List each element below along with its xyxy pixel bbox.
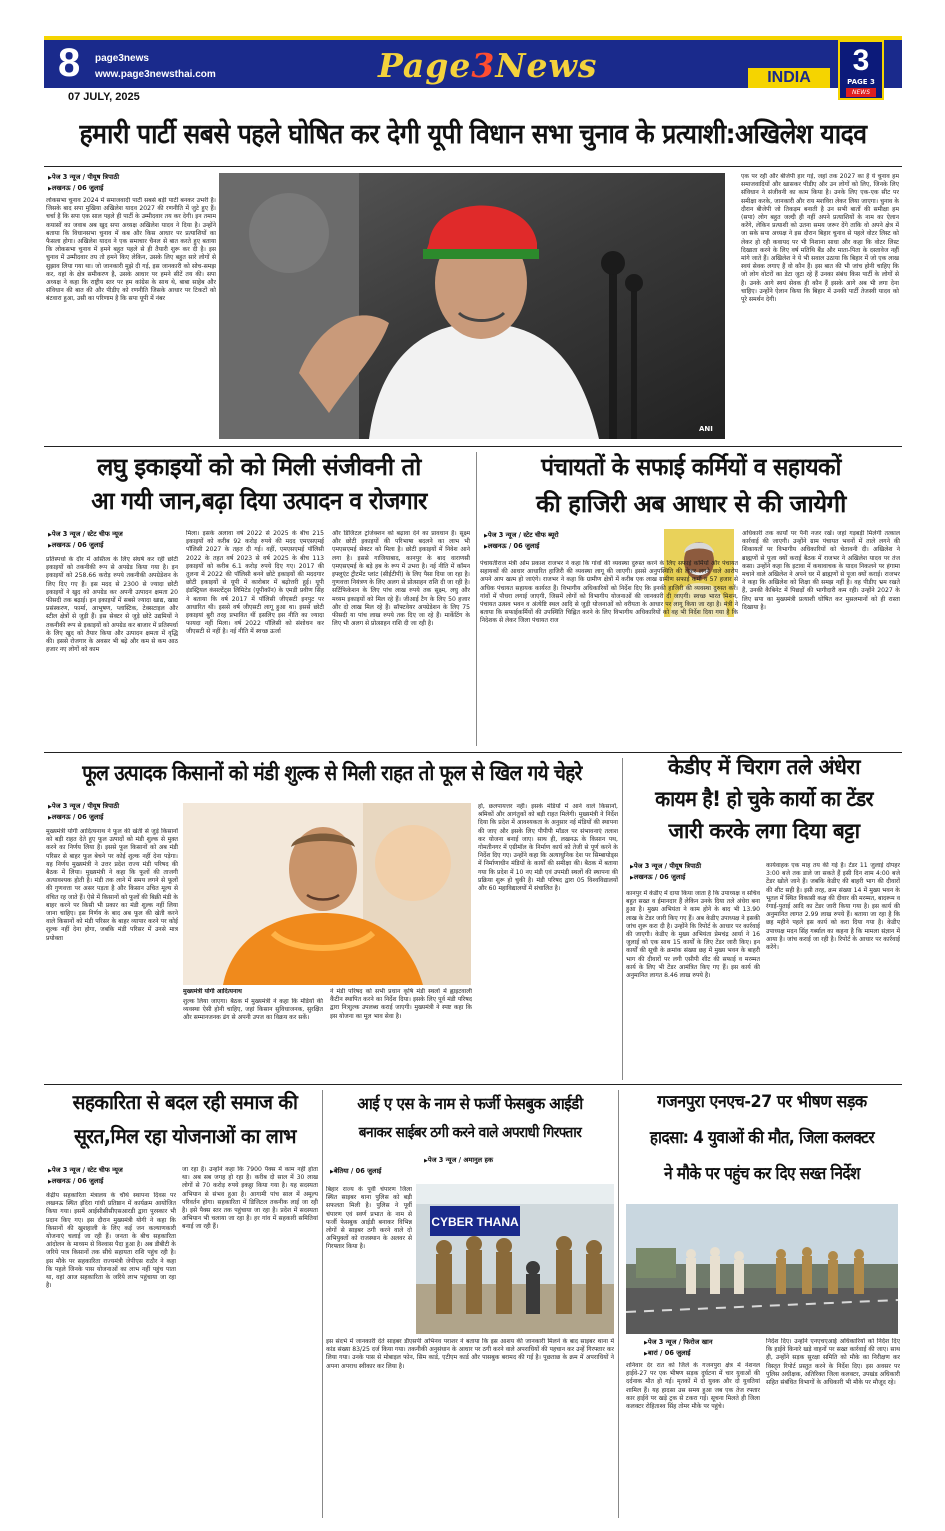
accident-site-illustration bbox=[626, 1204, 898, 1334]
cyber-thana-sign-text: CYBER THANA bbox=[431, 1215, 519, 1229]
story7-headline-line2: बनाकर साईबर ठगी करने वाले अपराधी गिरफ्तार bbox=[358, 1125, 582, 1141]
section-divider-2 bbox=[44, 752, 902, 753]
section-vertical-divider-4 bbox=[618, 1090, 619, 1518]
logo-word-page: Page bbox=[378, 46, 472, 85]
story1-col2: एक पर रही और बीजेपी हार गई, जहां तक 2027 का है ये चुनाव हम समाजवादियों और खासकर पीडीए और उन लोगों को लिए, जिनके लिए संविधान ने संजीवनी का काम किया है। उनके लिए एक-एक सीट पर समीक्षा करके, जानकारी और राय मशविरा लेकर लिया जाएगा। चुनाव के दौरान बीजेपी जो तिकड़म बनाती है उन सभी बातों की समीक्षा हम (सपा) लोग बहुत जल्दी ही नहीं अपने प्रत्याशियों के नाम का ऐलान करेंगे, लेकिन प्रत्याशी को उतना समय जरूर देंगे ताकि वो अपने क्षेत्र में जा सके सपा अध्यक्ष ने इस दौरान बिहार चुनाव से पहले वोटर लिस्ट को लेकर हो रही कवायद पर भी निशाना साधा और कहा कि वोटर लिस्ट दिखाता करने के लिए वर्ष मतिथि बैंड और माता-पिता के दस्तावेज नहीं मांगे जाते हैं। अखिलेश ने ये भी सवाल उठाया कि बिहार में जो एक लाख स्वयं सेवक लगाए हैं वो कौन हैं। इस बात की भी जांच होनी चाहिए कि जो लोग वोटरों का डेटा जुटा रहे हैं उनका संबंध किस पार्टी के लोगों से है। उनके आगे स्वयं सेवक ही कौन हैं इसके आगे अब भी लगा देना चाहिए। उन्होंने ऐलान किया कि बिहार में उनकी पार्टी तेजस्वी यादव को पूरे समर्थन देगी। bbox=[741, 173, 899, 304]
story4-photo-yogi bbox=[183, 803, 471, 985]
story1-divider bbox=[44, 166, 902, 167]
story7-col1: बिहार राज्य के पूर्वी चंपारण जिला स्थित साइबर थाना पुलिस को बड़ी सफलता मिली है। पुलिस ने पूर्वी चंपारण एवं स्वर्ण प्रभात के नाम से फर्जी फेसबुक आईडी बनाकर विभिन्न लोगों से साइबर ठगी करने वाले दो अभियुक्तों को राजस्थान के अलवर से गिरफ्तार किया है। bbox=[326, 1186, 412, 1251]
story4-photo-caption: मुख्यमंत्री योगी आदित्यनाथ bbox=[183, 988, 242, 995]
story5-author: ▶ पेज 3 न्यूज / पीयूष त्रिपाठी bbox=[630, 862, 780, 873]
story6-byline bbox=[48, 1166, 198, 1187]
story5-dateline: ▶ लखनऊ / 06 जुलाई bbox=[630, 873, 780, 884]
masthead-top-stripe bbox=[44, 36, 902, 40]
story8-headline-line3: ने मौके पर पहुंच कर दिए सख्त निर्देश bbox=[664, 1164, 860, 1184]
story3-col1: पंचायतीराज मंत्री ओम प्रकाश राजभर ने कहा कि गांवों की व्यवस्था दुरुस्त करने के लिए सफाई कर्मियों और पंचायत सहायकों की आधार आधारित हाजिरी की व्यवस्था लागू की जाएगी। इससे अनुपस्थिति की लेकर लगने वाले आरोप अपने आप खत्म हो जाएंगे। राजभर ने कहा कि ग्रामीण क्षेत्रों में करीब एक लाख ग्रामीण सफाई कर्मी व 57 हजार से अधिक पंचायत सहायक कार्यरत हैं। विभागीय अधिकारियों को निर्देश दिए कि इनकी हाजिरी की व्यवस्था दुरुस्त करें। गांवों में पौधरा लगाई जाएगी, जिसमें लोगों को विभागीय योजनाओं की जानकारी दी जाएगी। स्वच्छ भारत मिशन, पंचायत उत्सव भवन व अंत्येष्टि स्थल आदि से जुड़ी योजनाओं को वरीयता के आधार पर लागू किया जा रहा है। मंत्री ने बताया कि सफाईकर्मियों की उपस्थिति चिह्नित करने के लिए विभागीय अधिकारियों को वह भी निर्देश दिया गया है कि निदेशक से लेकर जिला पंचायत राज bbox=[480, 560, 738, 625]
story3-headline-line1: पंचायतों के सफाई कर्मियों व सहायकों bbox=[541, 453, 841, 481]
story5-headline-line3: जारी करके लगा दिया बट्टा bbox=[668, 819, 860, 843]
logo-digit: 3 bbox=[471, 46, 496, 85]
website-url[interactable]: www.page3newsthai.com bbox=[95, 69, 216, 80]
story2-byline bbox=[48, 530, 208, 551]
section-vertical-divider-2 bbox=[622, 758, 623, 1080]
story1-headline: हमारी पार्टी सबसे पहले घोषित कर देगी यूपी विधान सभा चुनाव के प्रत्याशी:अखिलेश यादव bbox=[79, 119, 867, 150]
story5-col1: कानपुर में केडीए में दाया किया जाता है कि उपाध्यक्ष व सचिव बहुत सख्त व ईमानदार हैं लेकिन उनके दिया तले अंधेरा बना हुआ है। मुख्य अभियंता ने काम होने के बाद भी 13.90 लाख के टेंडर जारी किए गए हैं। अब केडीए उपाध्यक्ष ने इसकी जांच शुरू करा दी है। उन्होंने कि रिपोर्ट के आधार पर कार्रवाई की जाएगी। केडीए के मुख्य अभियंता प्रेमचंद्र आर्या ने 16 जुलाई को एक साथ 15 कार्यों के लिए टेंडर जारी किए। इन कार्यों की सूची के क्रमांक संख्या छह में मुख्य भवन के बाहरी भाग की दीवारों पर लगी एसीपी शीट की सफाई व मरम्मत कार्य के लिए भी टेंडर आमंत्रित किए गए हैं। इस कार्य की अनुमानित लागत 8.46 लाख रुपये है। bbox=[626, 890, 760, 980]
story1-dateline: ▶ लखनऊ / 06 जुलाई bbox=[48, 184, 208, 195]
story7-author: ▶ पेज 3 न्यूज / अमानुल हक bbox=[330, 1156, 610, 1167]
story2-col1: प्रतिस्पर्धा के दौर में अस्तित्व के लिए संघर्ष कर रहीं छोटी इकाइयों को तकनीकी रूप से अपग्रेड किया गया है। इन इकाइयों को 258.66 करोड़ रुपये तकनीकी अपग्रेडेशन के लिए दिए गए हैं। इस मदद से 2300 से ज्यादा छोटी इकाइयों ने खुद को अपग्रेड कर अपनी उत्पादन क्षमता 20 फीसदी तक बढ़ाई। इन इकाइयों में सबसे ज्यादा खाद्य, खाद्य प्रसंस्करण, फार्मा, आभूषण, प्लास्टिक, टेक्सटाइल और स्टील क्षेत्रों से जुड़ी हैं। इस सेक्टर से जुड़े छोटे उद्यमियों ने तकनीकी रूप से इकाइयों को अपग्रेड कर बाजार में प्रतिस्पर्धा के लिए खुद को तैयार किया और उत्पादन क्षमता में वृद्धि की। इससे रोजगार के अवसर भी बढ़े और कम से कम आठ हजार नए लोगों को काम bbox=[46, 556, 178, 654]
akhilesh-portrait-illustration bbox=[219, 173, 725, 439]
logo-word-news: News bbox=[495, 46, 598, 85]
story8-headline-line1: गजनपुरा एनएच-27 पर भीषण सड़क bbox=[657, 1092, 867, 1112]
story4-col4: ने मंडी परिषद को सभी प्रधान कृषि मंडी स्थलों में ह्वाइटवाली कैंटीन स्थापित करने का निर्देश दिया। इसके लिए पूर्व मंडी परिषद द्वारा निःशुल्क उपलब्ध कराई जाएगी। मुख्यमंत्री ने स्पष्ट कहा कि इस योजना का मूल भाव सेवा है। bbox=[330, 988, 472, 1020]
yogi-portrait-illustration bbox=[183, 803, 471, 985]
story1-author: ▶ पेज 3 न्यूज / पीयूष त्रिपाठी bbox=[48, 173, 208, 184]
story4-headline: फूल उत्पादक किसानों को मंडी शुल्क से मिली राहत तो फूल से खिल गये चेहरे bbox=[82, 761, 582, 785]
story7-dateline: ▶ बेतिया / 06 जुलाई bbox=[330, 1167, 610, 1178]
story3-headline-line2: की हाजिरी अब आधार से की जायेगी bbox=[536, 490, 846, 518]
story8-author: ▶ पेज 3 न्यूज / फिरोज खान bbox=[644, 1338, 794, 1349]
masthead-date-strip bbox=[44, 88, 902, 104]
story3-dateline: ▶ लखनऊ / 06 जुलाई bbox=[484, 542, 654, 553]
story7-headline-line1: आई ए एस के नाम से फर्जी फेसबुक आईडी bbox=[357, 1094, 583, 1113]
story8-col1: शनिवार देर रात को जिले के गजनपुरा क्षेत्र में नेशनल हाईवे-27 पर एक भीषण सड़क दुर्घटना में चार युवाओं की दर्दनाक मौत हो गई। मृतकों में दो युवक और दो युवतियां शामिल हैं। यह हादसा उस समय हुआ जब एक तेज रफ्तार कार हाईवे पर खड़े ट्रक से टकरा गई। सूचना मिलते ही जिला कलक्टर रोहिताश्व सिंह तोमर मौके पर पहुंचे। bbox=[626, 1362, 760, 1411]
story1-photo-credit: ANI bbox=[699, 425, 713, 433]
badge-news-label: NEWS bbox=[846, 88, 876, 97]
edition-date: 07 JULY, 2025 bbox=[68, 91, 140, 103]
story8-col2: निर्देश दिए। उन्होंने एनएचएआई अधिकारियों को निर्देश दिए कि हाईवे किनारे खड़े वाहनों पर सख्त कार्रवाई की जाए। साथ ही, उन्होंने सड़क सुरक्षा समिति को मौके का निरीक्षण कर विस्तृत रिपोर्ट प्रस्तुत करने के निर्देश दिए। इस अवसर पर पुलिस अधीक्षक, अतिरिक्त जिला कलक्टर, उपखंड अधिकारी सहित संबंधित विभागों के अधिकारी भी मौके पर मौजूद रहे। bbox=[766, 1338, 900, 1387]
section-divider-1 bbox=[44, 446, 902, 447]
story3-author: ▶ पेज 3 न्यूज / स्टेट चीफ ब्यूरो bbox=[484, 531, 654, 542]
story7-col2: इस संदर्भ में जानकारी देते साइबर डीएसपी अभिनव पराशर ने बताया कि इस आशय की जानकारी मिलने के बाद साइबर थाना में कांड संख्या 83/25 दर्ज किया गया। तकनीकी अनुसंधान के आधार पर ठगी करने वाले अपराधियों की पहचान कर उन्हें गिरफ्तार कर लिया गया। उनके पास से मोबाइल फोन, सिम कार्ड, एटीएम कार्ड और पासबुक बरामद की गई है। पूछताछ के क्रम में अपराधियों ने अपना अपराध स्वीकार कर लिया है। bbox=[326, 1338, 614, 1370]
section-vertical-divider-1 bbox=[476, 452, 477, 746]
story2-dateline: ▶ लखनऊ / 06 जुलाई bbox=[48, 541, 208, 552]
story6-dateline: ▶ लखनऊ / 06 जुलाई bbox=[48, 1177, 198, 1188]
story1-photo-akhilesh bbox=[219, 173, 725, 439]
story1-byline bbox=[48, 173, 208, 194]
story4-author: ▶ पेज 3 न्यूज / पीयूष त्रिपाठी bbox=[48, 802, 208, 813]
story5-byline bbox=[630, 862, 780, 883]
badge-number: 3 bbox=[852, 44, 870, 77]
story3-col2: अधिकारी तक कार्यों पर पैनी नजर रखें। जहां गड़बड़ी मिलेगी तत्काल कार्रवाई की जाएगी। उन्होंने ग्राम पंचायत भवनों में ताले लगने की शिकायतों पर विभागीय अधिकारियों को चेतावनी दी। अखिलेश ने ब्राह्मणों से पूजा क्यों कराई बैठक में राजभर ने अखिलेश यादव पर तंज कसा। उन्होंने कहा कि इटावा में कथावाचक के यादव निकलने पर हंगामा मचाने वाले अखिलेश ने अपने घर में ब्राह्मणों से पूजा क्यों कराई। राजभर ने कहा कि अखिलेश को शिक्षा की समझ नहीं है। वह पीडीए भ्रम रखते हैं, उनकी कैबिनेट में पिछड़ों की भागीदारी कम रही। उन्होंने 2027 के लिए सपा का मुख्यमंत्री प्रत्याशी घोषित कर मुसलमानों को ही रास्ता दिखाया है। bbox=[742, 530, 900, 611]
page-number: 8 bbox=[58, 41, 81, 85]
story6-headline-line1: सहकारिता से बदल रही समाज की bbox=[72, 1090, 298, 1114]
story6-author: ▶ पेज 3 न्यूज / स्टेट चीफ न्यूज bbox=[48, 1166, 198, 1177]
story6-col2: जा रहा है। उन्होंने कहा कि 7900 पैक्स में काम नहीं होता था। अब सब जगह हो रहा है। करीब दो साल में 30 लाख लोगों से 70 करोड़ रुपये इकट्ठा किया गया है। यह सदस्यता अभियान से संभव हुआ है। आगामी पांच साल में अमूल्य परिवर्तन होगा। सहकारिता में डिजिटल तकनीक लाई जा रही है। इसे पैक्स स्तर तक पहुंचाया जा रहा है। प्रदेश में सदस्यता अभियान भी चलाया जा रहा है। हर गांव में सहकारी समितियां बनाई जा रही हैं। bbox=[182, 1166, 318, 1231]
edition-label: INDIA bbox=[748, 68, 830, 88]
story4-dateline: ▶ लखनऊ / 06 जुलाई bbox=[48, 813, 208, 824]
story8-headline-line2: हादसा: 4 युवाओं की मौत, जिला कलक्टर bbox=[649, 1128, 875, 1148]
story7-byline bbox=[330, 1156, 610, 1177]
cyber-thana-group-illustration bbox=[416, 1184, 614, 1334]
story1-col1: लोकसभा चुनाव 2024 में समाजवादी पार्टी सबसे बड़ी पार्टी बनकर उभरी है। जिसके बाद सपा मुखिया अखिलेश यादव 2027 की रणनीति में जुटे हुए हैं। चर्चा है कि सपा एक साल पहले ही पार्टी के उम्मीदवार तय कर देगी। इन तमाम कयासों का जवाब अब खुद सपा अध्यक्ष अखिलेश यादव ने दिया है। उन्होंने बताया कि विधानसभा चुनाव में कब और किस आधार पर प्रत्याशियों का फैसला होगा। अखिलेश यादव ने एक समाचार चैनल से बात करते हुए बताया कि लोकसभा चुनाव में हमने बहुत पहले से ही तैयारी शुरू कर दी है। इस चुनाव में उम्मीदवार तय तो हमने किए लेकिन, उसके लिए बहुत सारे लोगों से सुझाव लिया गया था। जो जानकारी मुझे दी गई, इस जानकारी को सोच-समझ कर, वहां के क्षेत्र समीकरण है, उसके आधार पर हमने सीटें तय की। सपा अध्यक्ष ने कहा कि राष्ट्रीय स्तर पर हम कांग्रेस के साथ थे, बाबा साहेब और संविधान की बात की और पीडीए को रणनीति जिसके आधार पर टिकटों को बंटवारा हुआ, उसी का परिणाम है कि सपा यूपी में नंबर bbox=[46, 197, 216, 303]
social-handle: page3news bbox=[95, 53, 149, 64]
story2-col3: और डिजिटल ट्रांजेक्शन को बढ़ावा देने का प्रावधान है। सूक्ष्म और छोटी इकाइयों की परिभाषा बदलने का लाभ भी एमएसएमई सेक्टर को मिला है। छोटी इकाइयों में निवेश आने लगा है। इससे गाजियाबाद, कानपुर के बाद वाराणसी एमएसएमई के बड़े हब के रूप में उभरा है। नई नीति में कॉमन इफ्लूएंट ट्रीटमेंट प्लांट (सीईटीपी) के लिए पैसा दिया जा रहा है। गुणवत्ता नियंत्रण के लिए अलग से प्रोत्साहन राशि दी जा रही है। सर्टिफिकेशन के लिए पांच लाख रुपये तक सूक्ष्म, लघु और मध्यम इकाइयों को मिल रहे हैं। जीआई टैग के लिए 50 हजार और दो लाख मिल रहे हैं। सॉफ्टवेयर अपग्रेडेशन के लिए 75 फीसदी या पांच लाख रुपये तक दिए जा रहे हैं। मार्केटिंग के लिए भी अलग से प्रोत्साहन राशि दी जा रही है। bbox=[332, 530, 470, 628]
story6-headline-line2: सूरत,मिल रहा योजनाओं का लाभ bbox=[74, 1124, 296, 1148]
story5-col2: कार्यवाहक एक माह तय की गई है। टेंडर 11 जुलाई दोपहर 3:00 बजे तक डाले जा सकते हैं इसी दिन शाम 4:00 बजे टेंडर खोले जाने हैं। जबकि केडीए की बाहरी भाग की दीवारों की शीट सही है। इसी तरह, क्रम संख्या 14 में मुख्य भवन के भूतल में स्थित विकासी कक्ष की दीवार की मरम्मत, बादरूम व रंगाई-पुताई आदि का टेंडर जारी किया गया है। इस कार्य की अनुमानित लागत 2.99 लाख रुपये हैं। बताया जा रहा है कि छह महीने पहले इस कार्य को करा दिया गया है। केडीए उपाध्यक्ष मदन सिंह गर्ब्याल का कहना है कि मामला संज्ञान में आया है। जांच कराई जा रही है। रिपोर्ट के आधार पर कार्रवाई करेंगे। bbox=[766, 862, 900, 952]
story3-byline bbox=[484, 531, 654, 552]
section-vertical-divider-3 bbox=[322, 1090, 323, 1518]
story5-headline-line2: कायम है! हो चुके कार्यो का टेंडर bbox=[655, 787, 873, 811]
story5-headline-line1: केडीए में चिराग तले अंधेरा bbox=[667, 755, 861, 779]
story8-dateline: ▶ बारां / 06 जुलाई bbox=[644, 1349, 794, 1360]
story6-col1: केंद्रीय सहकारिता मंत्रालय के चौथे स्थापना दिवस पर लखनऊ स्थित इंदिरा गांधी प्रतिष्ठान में कार्यक्रम आयोजित किया गया। इसमें आईसीसीसीएसआरडी द्वारा पुरस्कार भी प्रदान किए गए। इस दौरान मुख्यमंत्री योगी ने कहा कि किसानों की खुशहाली के लिए कई जन कल्याणकारी योजनाएं चलाई जा रही हैं। जनता के बीच सहकारिता आंदोलन के माध्यम से विश्वास पैदा हुआ है। अब डीबीटी के जरिये पात्र किसानों तक सीधे सहायता राशि पहुंच रही है। इस मौके पर सहकारिता राज्यमंत्री जेपीएस राठौर ने कहा कि पहले जिनके पास योजनाओं का लाभ नहीं पहुंच पाता था, वहां आज सहकारिता के जरिये लाभ पहुंचाया जा रहा है। bbox=[46, 1192, 176, 1290]
story2-headline-line2: आ गयी जान,बढ़ा दिया उत्पादन व रोजगार bbox=[91, 487, 427, 515]
story7-photo-cyber-thana bbox=[416, 1184, 614, 1334]
story8-photo-accident-site bbox=[626, 1204, 898, 1334]
badge-page-label: PAGE 3 bbox=[847, 78, 875, 86]
story4-col2: शुल्क लिया जाएगा। बैठक में मुख्यमंत्री ने कहा कि मंडियों की व्यवस्था ऐसी होनी चाहिए, जहां किसान सुविधाजनक, सुरक्षित और सम्मानजनक ढंग से अपनी उपज का विक्रय कर सकें। bbox=[183, 998, 323, 1022]
story2-author: ▶ पेज 3 न्यूज / स्टेट चीफ न्यूज bbox=[48, 530, 208, 541]
newspaper-logo bbox=[378, 46, 598, 85]
story4-col1: मुख्यमंत्री योगी आदित्यनाथ ने फूल की खेती से जुड़े किसानों को बड़ी राहत देते हुए फूल उत्पादों को मंडी शुल्क से मुक्त करने का निर्णय लिया है। इससे फूल किसानों को अब मंडी परिसर से बाहर फूल बेचने पर कोई शुल्क नहीं देना पड़ेगा। यह निर्णय मुख्यमंत्री ने उत्तर प्रदेश राज्य मंडी परिषद की बैठक में लिया। मुख्यमंत्री ने कहा कि फूलों की ताजगी अत्यावश्यक होती है। मंडी तक लाने में समय लगने से फूलों की गुणवत्ता पर असर पड़ता है और किसान उचित मूल्य से वंचित रह जाते हैं। ऐसे में किसानों को फूलों की बिक्री मंडी के बाहर करने पर किसी भी प्रकार का मंडी शुल्क नहीं लिया जाना चाहिए। इस निर्णय के बाद अब फूल की खेती करने वाले किसानों को मंडी परिसर के बाहर व्यापार करने पर कोई शुल्क नहीं देना होगा, जबकि मंडी परिसर में उनसे मात्र प्रयोक्ता bbox=[46, 828, 178, 942]
story4-col3: हो, छलपायत्तर नहीं। इसके मंडियों में आने वाले किसानों, श्रमिकों और आगंतुकों को बड़ी राहत मिलेगी। मुख्यमंत्री ने निर्देश दिया कि प्रदेश में आवश्यकता के अनुसार नई मंडियों की स्थापना की जाए और इसके लिए पीपीपी मॉडल पर संभावनाएं तलाश कर योजना बनाई जाए। साथ ही, लखनऊ के किसान पथ, गोमतीनगर में एग्रीमॉल के निर्माण कार्य को तेजी से पूर्ण करने के निर्देश दिए गए। उन्होंने कहा कि अत्याधुनिक देश पर सिम्बायोड्स में निर्माणाधीन मंडियों के कार्यों की समीक्षा की। बैठक में बताया गया कि प्रदेश में 10 नए मंडी एवं उपमंडी स्थलों की स्थापना की प्रक्रिया शुरू हो चुकी है। मंडी परिषद द्वारा 05 विश्वविद्यालयों और 60 महाविद्यालयों में संचालित है। bbox=[478, 803, 618, 893]
story2-col2: मिला। इसके अलावा वर्ष 2022 से 2025 के बीच 215 इकाइयों को करीब 92 करोड़ रुपये की मदद एमएसएमई पॉलिसी 2027 के तहत दी गई। वहीं, एमएसएमई पॉलिसी 2022 के तहत वर्ष 2023 से वर्ष 2025 के बीच 113 इकाइयों को करीब 6.1 करोड़ रुपये दिए गए। 2017 की तुलना में 2022 की पॉलिसी बनने छोटे इकाइयों की मददगार छोटी इकाइयों से यूपी में कारोबार में बढ़ोत्तरी हुई। यूपी इंडस्ट्रियल कंसल्टेंट्स लिमिटेड (यूपीकॉन) के एमडी प्रवीण सिंह ने बताया कि वर्ष 2017 में पॉलिसी जीएसटी इनपुट पर आधारित थी। इससे वर्ष जीएसटी लागू हुआ था। इससे छोटी इकाइयां बुरी तरह प्रभावित थीं इसलिए इस नीति का ज्यादा फायदा नहीं मिला। वर्ष 2022 पॉलिसी को संशोधन कर जीएसटी से नहीं है। नई नीति में स्वच्छ ऊर्जा bbox=[186, 530, 324, 636]
page3-badge bbox=[838, 40, 884, 100]
section-divider-3 bbox=[44, 1084, 902, 1085]
story2-headline-line1: लघु इकाइयों को को मिली संजीवनी तो bbox=[97, 453, 421, 481]
